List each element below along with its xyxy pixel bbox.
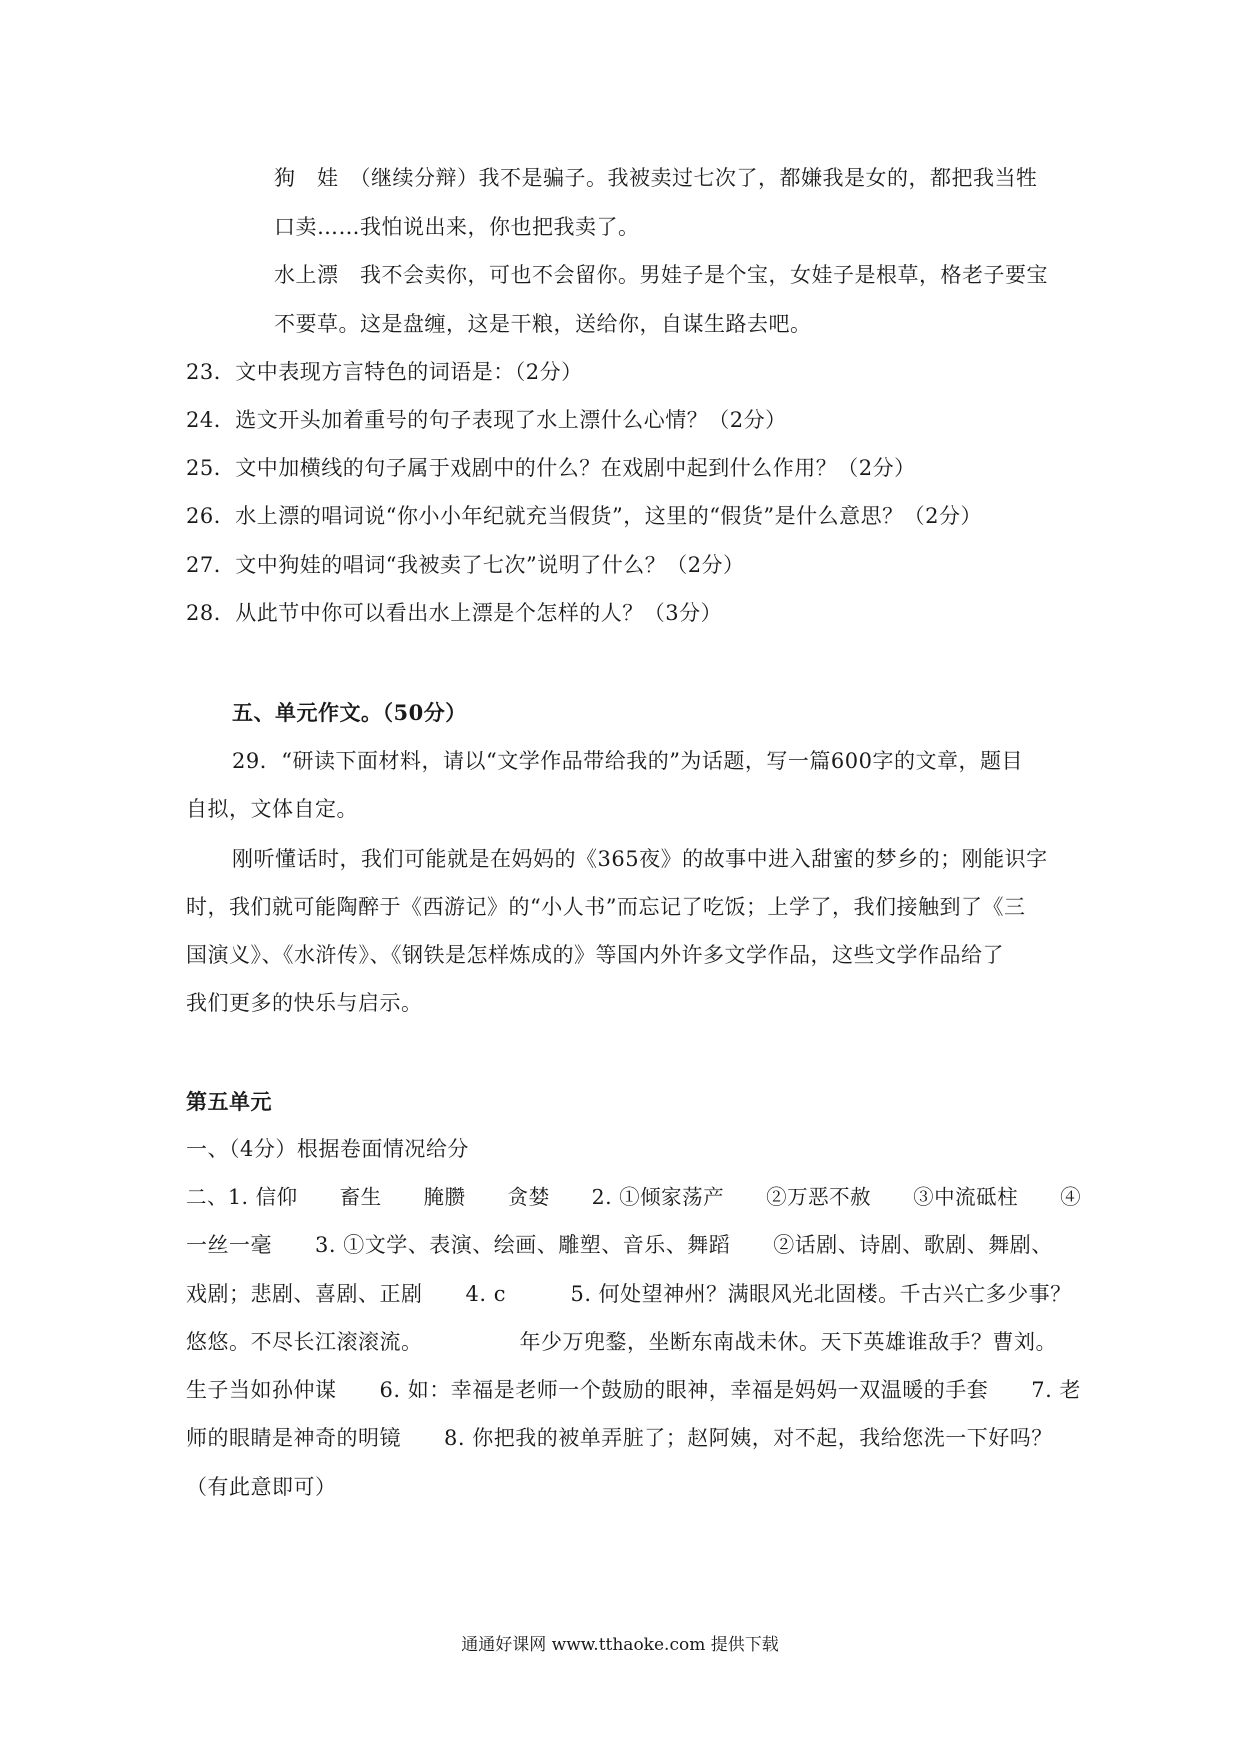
essay-material: 我们更多的快乐与启示。 [186,991,423,1015]
question-25: 25．文中加横线的句子属于戏剧中的什么？在戏剧中起到什么作用？（2分） [186,456,916,480]
drama-line: 狗 娃 （继续分辩）我不是骗子。我被卖过七次了，都嫌我是女的，都把我当牲 [274,166,1038,190]
section-heading-essay: 五、单元作文。（50分） [232,700,467,725]
essay-material: 国演义》、《水浒传》、《钢铁是怎样炼成的》等国内外许多文学作品，这些文学作品给了 [186,943,1004,967]
drama-line: 水上漂 我不会卖你，可也不会留你。男娃子是个宝，女娃子是根草，格老子要宝 [274,263,1048,287]
essay-material: 刚听懂话时，我们可能就是在妈妈的《365夜》的故事中进入甜蜜的梦乡的；刚能识字 [232,847,1048,871]
answer-line: 戏剧；悲剧、喜剧、正剧 4. c 5. 何处望神州？满眼风光北固楼。千古兴亡多少事？ [186,1282,1072,1306]
drama-line: 不要草。这是盘缠，这是干粮，送给你，自谋生路去吧。 [274,312,812,336]
answer-line: 一、（4分）根据卷面情况给分 [186,1137,469,1161]
answer-line: 师的眼睛是神奇的明镜 8. 你把我的被单弄脏了；赵阿姨，对不起，我给您洗一下好吗？ [186,1426,1053,1450]
essay-prompt: 自拟，文体自定。 [186,797,358,821]
drama-line: 口卖……我怕说出来，你也把我卖了。 [274,215,640,239]
answer-line: 二、1. 信仰 畜生 腌臜 贪婪 2. ①倾家荡产 ②万恶不赦 ③中流砥柱 ④ [186,1185,1082,1209]
answer-line: 一丝一毫 3. ①文学、表演、绘画、雕塑、音乐、舞蹈 ②话剧、诗剧、歌剧、舞剧、 [186,1233,1053,1257]
answer-line: 悠悠。不尽长江滚滚流。 年少万兜鍪，坐断东南战未休。天下英雄谁敌手？曹刘。 [186,1330,1057,1354]
question-27: 27．文中狗娃的唱词“我被卖了七次”说明了什么？（2分） [186,553,745,577]
answers-heading: 第五单元 [186,1089,272,1114]
answer-line: 生子当如孙仲谋 6. 如：幸福是老师一个鼓励的眼神，幸福是妈妈一双温暖的手套 7. 老 [186,1378,1081,1402]
answer-line: （有此意即可） [186,1475,337,1499]
question-23: 23．文中表现方言特色的词语是：（2分） [186,360,583,384]
essay-material: 时，我们就可能陶醉于《西游记》的“小人书”而忘记了吃饭；上学了，我们接触到了《三 [186,895,1026,919]
page-footer: 通通好课网 www.tthaoke.com 提供下载 [461,1635,779,1655]
question-24: 24．选文开头加着重号的句子表现了水上漂什么心情？（2分） [186,408,787,432]
question-28: 28．从此节中你可以看出水上漂是个怎样的人？（3分） [186,601,723,625]
essay-prompt: 29．“研读下面材料，请以“文学作品带给我的”为话题，写一篇600字的文章，题目 [232,749,1024,773]
question-26: 26．水上漂的唱词说“你小小年纪就充当假货”，这里的“假货”是什么意思？（2分） [186,504,983,528]
